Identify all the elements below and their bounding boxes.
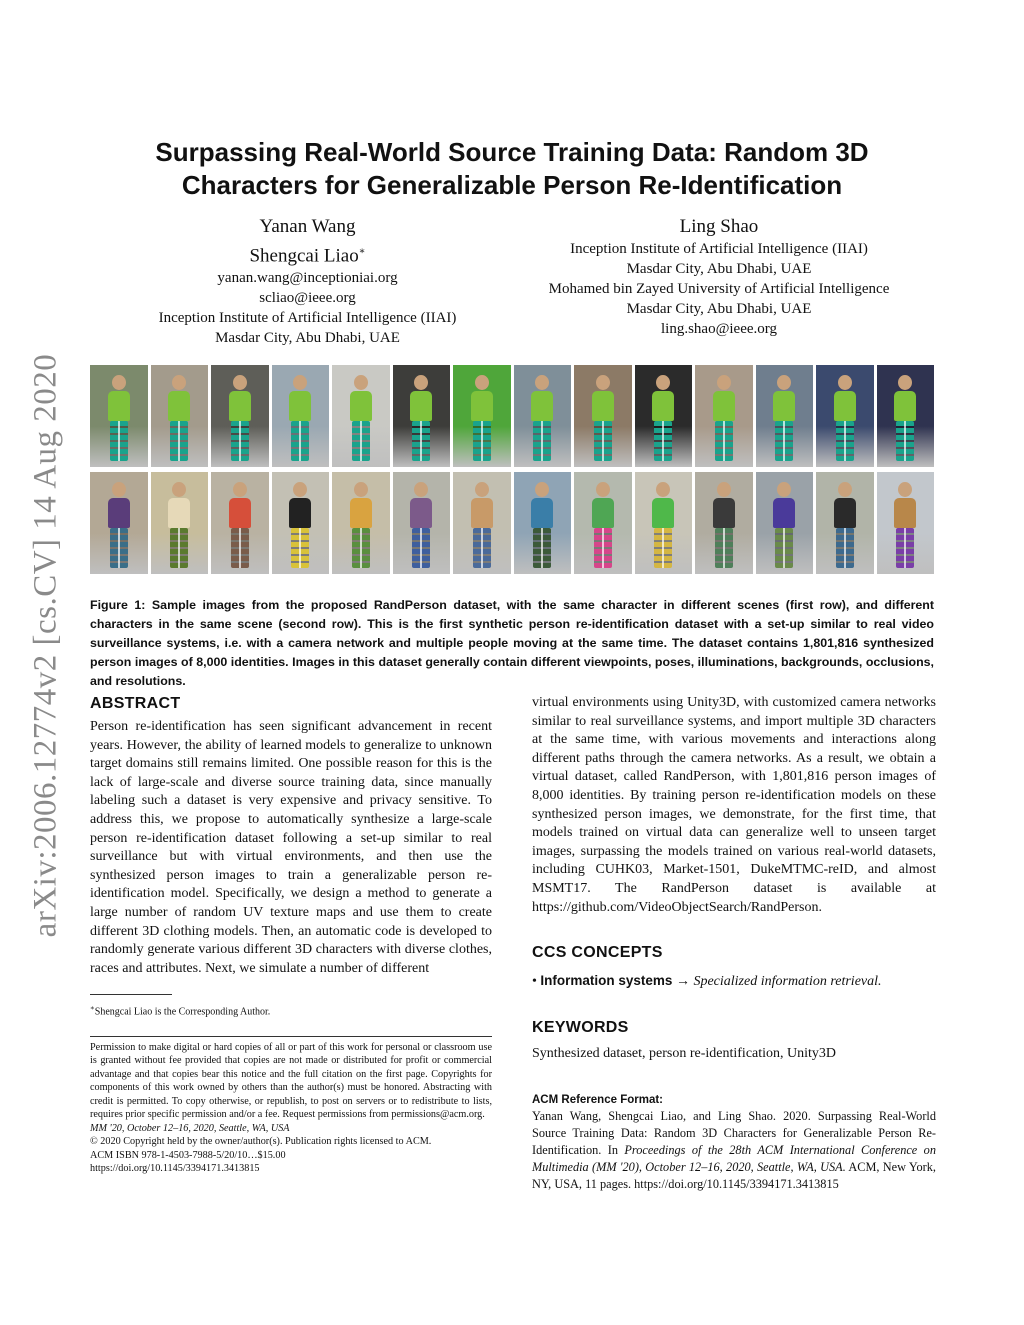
ccs-concept-entry bbox=[532, 971, 936, 992]
character-head bbox=[475, 375, 489, 390]
character-torso bbox=[410, 391, 432, 421]
footnote bbox=[90, 1001, 492, 1019]
sample-person-image bbox=[151, 365, 209, 467]
character-torso bbox=[652, 498, 674, 528]
acm-reference-text bbox=[532, 1108, 936, 1193]
character-torso bbox=[229, 498, 251, 528]
character-torso bbox=[894, 391, 916, 421]
keywords-heading: KEYWORDS bbox=[532, 1019, 629, 1037]
character-torso bbox=[471, 498, 493, 528]
author-block-left bbox=[130, 214, 485, 348]
footnote-text: Shengcai Liao is the Corresponding Author. bbox=[94, 1006, 271, 1018]
character-legs bbox=[231, 421, 249, 461]
sample-person-image bbox=[695, 365, 753, 467]
keywords-text: Synthesized dataset, person re-identification, Unity3D bbox=[532, 1046, 837, 1062]
character-legs bbox=[533, 421, 551, 461]
character-torso bbox=[531, 391, 553, 421]
left-column bbox=[90, 694, 492, 1176]
reference-publisher: ACM, New York, NY, USA, 11 pages. https://doi.org/10.1145/3394171.3413815 bbox=[532, 1160, 936, 1192]
right-column bbox=[532, 694, 936, 1193]
sample-person-image bbox=[272, 472, 330, 574]
paper-title bbox=[90, 136, 934, 202]
sample-person-image bbox=[756, 365, 814, 467]
figure-1-image-grid bbox=[90, 365, 934, 575]
character-legs bbox=[110, 421, 128, 461]
ccs-category: Information systems bbox=[540, 973, 673, 989]
character-legs bbox=[654, 528, 672, 568]
sample-person-image bbox=[877, 472, 935, 574]
character-torso bbox=[168, 391, 190, 421]
author-name: Ling Shao bbox=[679, 216, 759, 237]
title-line-2: Characters for Generalizable Person Re-Identification bbox=[181, 170, 843, 200]
sample-person-image bbox=[877, 365, 935, 467]
character-legs bbox=[170, 528, 188, 568]
author-location: Masdar City, Abu Dhabi, UAE bbox=[626, 261, 812, 277]
character-head bbox=[838, 482, 852, 497]
character-head bbox=[354, 375, 368, 390]
author-affiliation: Mohamed bin Zayed University of Artificial Intelligence bbox=[548, 281, 890, 297]
abstract-heading: ABSTRACT bbox=[90, 695, 181, 712]
character-legs bbox=[412, 528, 430, 568]
character-legs bbox=[533, 528, 551, 568]
ccs-period: . bbox=[878, 974, 882, 990]
character-head bbox=[596, 482, 610, 497]
sample-person-image bbox=[332, 472, 390, 574]
venue-line: MM '20, October 12–16, 2020, Seattle, WA, USA bbox=[90, 1122, 290, 1134]
character-legs bbox=[594, 528, 612, 568]
character-legs bbox=[654, 421, 672, 461]
ccs-subcategory: Specialized information retrieval bbox=[693, 974, 879, 990]
reference-authors-title: Yanan Wang, Shengcai Liao, and Ling Shao. 2020. Surpassing Real-World Source Training Data: Random 3D Characters for Generalizable Person Re-Identification. In bbox=[532, 1109, 936, 1158]
character-head bbox=[717, 482, 731, 497]
author-email: ling.shao@ieee.org bbox=[660, 321, 777, 337]
sample-person-image bbox=[756, 472, 814, 574]
abstract-text-continued: virtual environments using Unity3D, with customized camera networks similar to real surveillance systems, and import multiple 3D characters at the same time, with various movements and interactions along different paths through the camera networks. As a result, we obtain a virtual dataset, called RandPerson, with 1,801,816 person images of 8,000 identities. By training person re-identification models on these synthesized person images, we demonstrate, for the first time, that models trained on virtual data can generalize well to unseen target images, surpassing the models trained on various real-world datasets, including CUHK03, Market-1501, DukeMTMC-reID, and almost MSMT17. The RandPerson dataset is available at https://github.com/VideoObjectSearch/RandPerson. bbox=[532, 695, 936, 915]
character-legs bbox=[896, 421, 914, 461]
author-affiliation: Inception Institute of Artificial Intelligence (IIAI) bbox=[158, 310, 457, 327]
permission-block bbox=[90, 1041, 492, 1176]
ccs-bullet: • bbox=[532, 974, 537, 990]
character-torso bbox=[773, 498, 795, 528]
abstract-text: Person re-identification has seen significant advancement in recent years. However, the ability of learned models to generalize to unknown target domains still remains limited. One possible reason for this is the lack of large-scale and diverse source training data, since manually labeling such a dataset is very expensive and privacy sensitive. To address this, we propose to automatically synthesize a large-scale person re-identification dataset following a set-up similar to real surveillance but with virtual environments, and then use the synthesized person images to train a generalizable person re-identification model. Specifically, we design a method to generate a large number of random UV texture maps and use them to create different 3D clothing models. Then, an automatic code is developed to randomly generate various different 3D characters with diverse clothes, races and attributes. Next, we simulate a number of different bbox=[90, 719, 492, 976]
character-legs bbox=[775, 528, 793, 568]
arxiv-sidebar bbox=[22, 345, 70, 945]
figure-row-same-character bbox=[90, 365, 934, 467]
character-torso bbox=[471, 391, 493, 421]
character-head bbox=[233, 482, 247, 497]
character-legs bbox=[836, 528, 854, 568]
author-block-right bbox=[520, 214, 918, 339]
character-head bbox=[838, 375, 852, 390]
title-line-1: Surpassing Real-World Source Training Data: Random 3D bbox=[155, 137, 869, 167]
author-name-text: Shengcai Liao bbox=[249, 245, 359, 267]
acm-reference-heading: ACM Reference Format: bbox=[532, 1094, 663, 1107]
sample-person-image bbox=[393, 472, 451, 574]
sample-person-image bbox=[816, 365, 874, 467]
permission-divider bbox=[90, 1036, 492, 1037]
character-head bbox=[475, 482, 489, 497]
sample-person-image bbox=[514, 472, 572, 574]
character-legs bbox=[170, 421, 188, 461]
character-legs bbox=[352, 421, 370, 461]
sample-person-image bbox=[574, 365, 632, 467]
author-name-corresponding bbox=[130, 239, 485, 268]
character-torso bbox=[108, 391, 130, 421]
sample-person-image bbox=[574, 472, 632, 574]
character-legs bbox=[594, 421, 612, 461]
sample-person-image bbox=[816, 472, 874, 574]
character-torso bbox=[652, 391, 674, 421]
character-head bbox=[596, 375, 610, 390]
character-legs bbox=[291, 421, 309, 461]
sample-person-image bbox=[332, 365, 390, 467]
character-torso bbox=[350, 498, 372, 528]
character-torso bbox=[410, 498, 432, 528]
figure-caption: Figure 1: Sample images from the proposed RandPerson dataset, with the same character in different scenes (first row), and different characters in the same scene (second row). This is the first synthetic person re-identification dataset with a set-up similar to real video surveillance systems, i.e. with a camera network and multiple people moving at the same time. The dataset contains 1,801,816 synthesized person images of 8,000 identities. Images in this dataset generally contain different viewpoints, poses, illuminations, backgrounds, occlusions, and resolutions. bbox=[90, 598, 934, 688]
sample-person-image bbox=[635, 472, 693, 574]
character-head bbox=[233, 375, 247, 390]
sample-person-image bbox=[453, 365, 511, 467]
author-affiliation: Inception Institute of Artificial Intelligence (IIAI) bbox=[570, 241, 868, 257]
sample-person-image bbox=[211, 472, 269, 574]
figure-row-same-scene bbox=[90, 472, 934, 574]
isbn-line: ACM ISBN 978-1-4503-7988-5/20/10…$15.00 bbox=[90, 1149, 286, 1161]
character-torso bbox=[350, 391, 372, 421]
character-torso bbox=[834, 498, 856, 528]
ccs-arrow: → bbox=[675, 974, 690, 990]
character-head bbox=[354, 482, 368, 497]
character-torso bbox=[834, 391, 856, 421]
character-legs bbox=[775, 421, 793, 461]
character-torso bbox=[713, 391, 735, 421]
copyright-line: © 2020 Copyright held by the owner/author(s). Publication rights licensed to ACM. bbox=[90, 1136, 432, 1148]
author-location: Masdar City, Abu Dhabi, UAE bbox=[215, 330, 400, 347]
footnote-mark: ∗ bbox=[90, 1004, 95, 1013]
doi-link[interactable]: https://doi.org/10.1145/3394171.3413815 bbox=[90, 1163, 260, 1175]
sample-person-image bbox=[393, 365, 451, 467]
character-head bbox=[112, 375, 126, 390]
character-legs bbox=[836, 421, 854, 461]
character-legs bbox=[291, 528, 309, 568]
character-torso bbox=[289, 391, 311, 421]
sample-person-image bbox=[635, 365, 693, 467]
ccs-concepts-heading: CCS CONCEPTS bbox=[532, 944, 663, 962]
footnote-divider bbox=[90, 994, 172, 995]
character-legs bbox=[473, 421, 491, 461]
character-torso bbox=[289, 498, 311, 528]
character-torso bbox=[894, 498, 916, 528]
character-torso bbox=[592, 498, 614, 528]
character-legs bbox=[110, 528, 128, 568]
sample-person-image bbox=[151, 472, 209, 574]
sample-person-image bbox=[695, 472, 753, 574]
character-torso bbox=[773, 391, 795, 421]
permission-text: Permission to make digital or hard copies of all or part of this work for personal or classroom use is granted without fee provided that copies are not made or distributed for profit or commercial advantage and that copies bear this notice and the full citation on the first page. Copyrights for components of this work owned by others than the author(s) must be honored. Abstracting with credit is permitted. To copy otherwise, or republish, to post on servers or to redistribute to lists, requires prior specific permission and/or a fee. Request permissions from permissions@acm.org. bbox=[90, 1041, 492, 1121]
character-legs bbox=[715, 528, 733, 568]
author-location: Masdar City, Abu Dhabi, UAE bbox=[626, 301, 812, 317]
author-name: Yanan Wang bbox=[259, 216, 356, 237]
character-legs bbox=[896, 528, 914, 568]
sample-person-image bbox=[514, 365, 572, 467]
character-head bbox=[717, 375, 731, 390]
character-torso bbox=[168, 498, 190, 528]
reference-proceedings: Proceedings of the 28th ACM International Conference on Multimedia (MM '20), October 12–16, 2020, Seattle, WA, USA. bbox=[532, 1143, 936, 1175]
character-torso bbox=[229, 391, 251, 421]
character-legs bbox=[473, 528, 491, 568]
sample-person-image bbox=[90, 472, 148, 574]
corresponding-mark: ∗ bbox=[358, 246, 366, 257]
arxiv-identifier: arXiv:2006.12774v2 [cs.CV] 14 Aug 2020 bbox=[27, 353, 64, 937]
sample-person-image bbox=[453, 472, 511, 574]
author-email: scliao@ieee.org bbox=[259, 290, 356, 307]
character-torso bbox=[713, 498, 735, 528]
character-torso bbox=[531, 498, 553, 528]
sample-person-image bbox=[211, 365, 269, 467]
sample-person-image bbox=[90, 365, 148, 467]
sample-person-image bbox=[272, 365, 330, 467]
character-legs bbox=[352, 528, 370, 568]
character-legs bbox=[715, 421, 733, 461]
character-legs bbox=[412, 421, 430, 461]
character-torso bbox=[108, 498, 130, 528]
character-legs bbox=[231, 528, 249, 568]
character-torso bbox=[592, 391, 614, 421]
character-head bbox=[112, 482, 126, 497]
author-email: yanan.wang@inceptioniai.org bbox=[217, 270, 398, 287]
